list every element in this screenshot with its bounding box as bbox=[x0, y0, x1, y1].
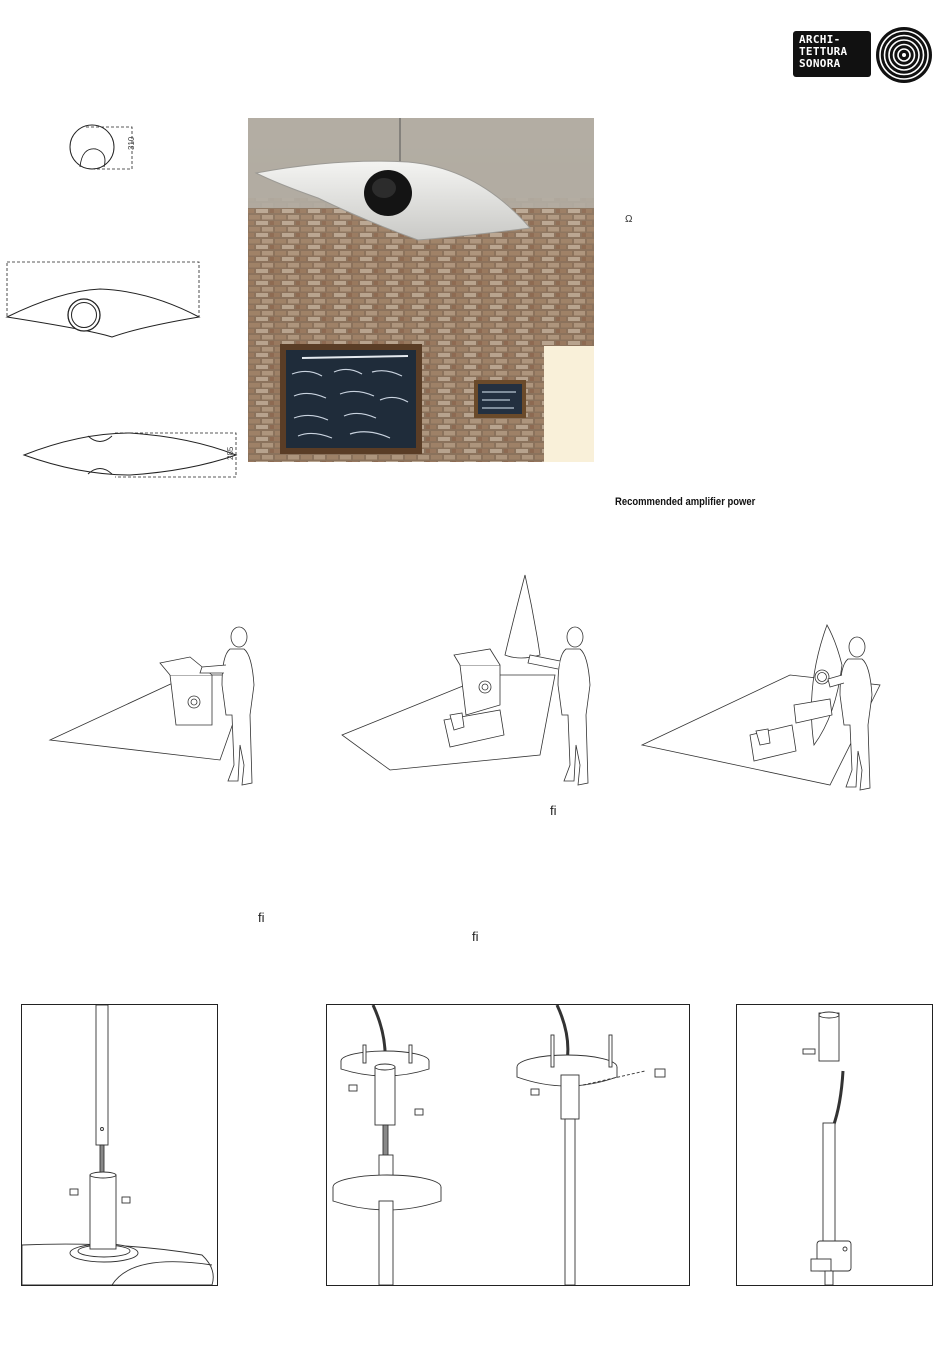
mounting-diagram-2 bbox=[326, 1004, 690, 1286]
logo-line-3: SONORA bbox=[799, 57, 841, 70]
logo-rings-icon bbox=[875, 26, 933, 84]
front-view-drawing bbox=[70, 125, 132, 169]
impedance-symbol: Ω bbox=[625, 214, 633, 225]
text-fragment: fi bbox=[550, 803, 557, 818]
mounting-diagram-3 bbox=[736, 1004, 933, 1286]
text-fragment: fi bbox=[472, 929, 479, 944]
side-view-drawing bbox=[7, 262, 199, 337]
unboxing-step-2 bbox=[342, 575, 590, 785]
text-fragment: fi bbox=[258, 910, 265, 925]
unboxing-illustrations bbox=[30, 565, 930, 805]
top-height-dimension: 285 bbox=[226, 446, 235, 460]
mounting-diagram-1 bbox=[21, 1004, 218, 1286]
technical-drawings bbox=[0, 115, 245, 485]
top-view-drawing bbox=[24, 433, 236, 477]
amplifier-power-label: Recommended amplifier power bbox=[615, 496, 756, 508]
front-height-dimension: 310 bbox=[127, 136, 136, 150]
product-photo bbox=[248, 118, 594, 462]
logo-line-1: ARCHI- bbox=[799, 33, 841, 46]
brand-logo bbox=[793, 31, 871, 77]
logo-line-2: TETTURA bbox=[799, 45, 848, 58]
unboxing-step-3 bbox=[642, 625, 880, 790]
unboxing-step-1 bbox=[50, 627, 254, 785]
